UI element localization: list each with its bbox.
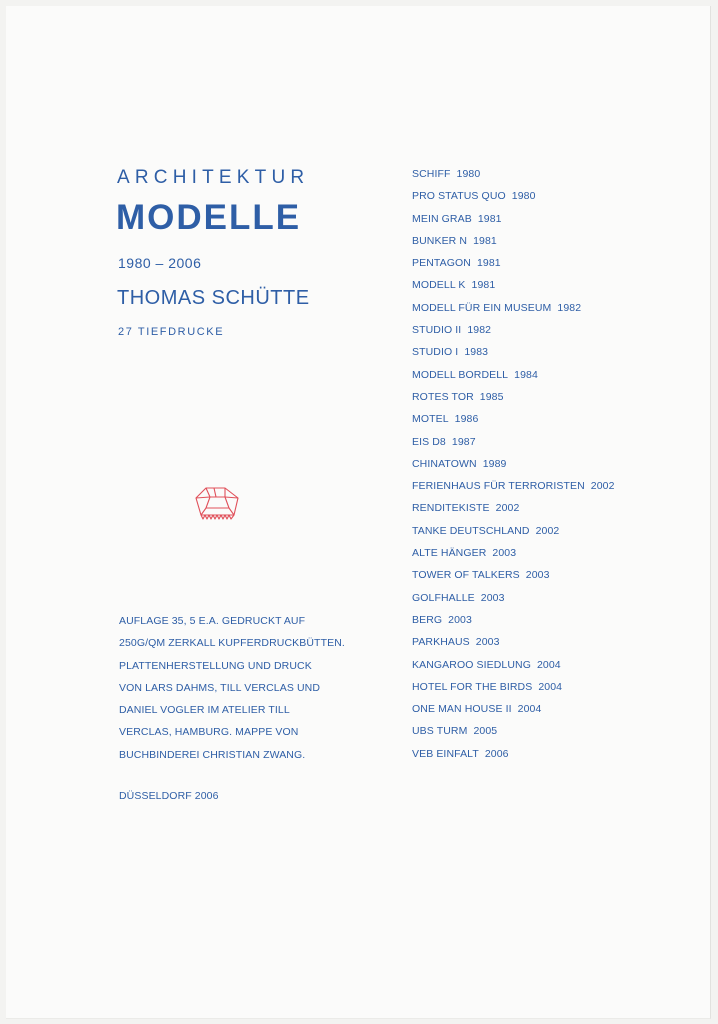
work-year: 2004 xyxy=(538,680,563,693)
work-year: 1984 xyxy=(514,368,538,381)
work-title: MODELL FÜR EIN MUSEUM xyxy=(412,301,552,314)
work-year: 2003 xyxy=(480,591,505,604)
work-title: PARKHAUS xyxy=(412,636,470,649)
work-title: BUNKER N xyxy=(412,234,468,247)
work-item xyxy=(412,185,615,207)
work-year: 2003 xyxy=(475,636,500,649)
colophon-line: 250G/QM ZERKALL KUPFERDRUCKBÜTTEN. xyxy=(119,637,345,650)
work-item xyxy=(412,297,615,319)
colophon-line: PLATTENHERSTELLUNG UND DRUCK xyxy=(119,659,312,672)
work-item xyxy=(412,274,615,296)
work-year: 1981 xyxy=(473,234,497,247)
work-item xyxy=(412,720,615,742)
work-item xyxy=(412,252,615,274)
work-item xyxy=(412,230,615,252)
place-date: DÜSSELDORF 2006 xyxy=(119,790,219,802)
work-title: VEB EINFALT xyxy=(412,747,479,760)
work-year: 1981 xyxy=(471,279,496,292)
work-year: 2004 xyxy=(517,703,542,716)
work-title: CHINATOWN xyxy=(412,457,477,470)
colophon xyxy=(119,610,345,766)
work-year: 2004 xyxy=(536,658,561,671)
work-title: SCHIFF xyxy=(412,168,451,180)
work-title: BERG xyxy=(412,613,443,626)
work-item xyxy=(412,497,615,519)
work-year: 1987 xyxy=(451,435,476,448)
artist-name: THOMAS SCHÜTTE xyxy=(117,287,310,309)
colophon-line: AUFLAGE 35, 5 E.A. GEDRUCKT AUF xyxy=(119,615,306,627)
work-item xyxy=(412,341,615,363)
work-year: 1982 xyxy=(557,301,582,314)
work-item xyxy=(412,631,615,653)
colophon-line: DANIEL VOGLER IM ATELIER TILL xyxy=(119,704,290,717)
work-item xyxy=(412,408,615,430)
work-title: PENTAGON xyxy=(412,257,471,270)
work-year: 1981 xyxy=(476,257,501,270)
colophon-line: VERCLAS, HAMBURG. MAPPE VON xyxy=(119,726,299,739)
work-title: ROTES TOR xyxy=(412,390,474,403)
work-item xyxy=(412,654,615,676)
title-modelle: MODELLE xyxy=(116,198,302,237)
work-title: HOTEL FOR THE BIRDS xyxy=(412,680,533,693)
work-item xyxy=(412,520,615,542)
works-list xyxy=(412,163,615,765)
work-title: UBS TURM xyxy=(412,725,468,738)
work-year: 2006 xyxy=(484,747,509,760)
work-title: PRO STATUS QUO xyxy=(412,190,506,203)
work-year: 2003 xyxy=(448,613,472,626)
work-title: FERIENHAUS FÜR TERRORISTEN xyxy=(412,480,585,493)
work-year: 1986 xyxy=(454,413,479,426)
work-title: STUDIO II xyxy=(412,324,462,337)
work-year: 2002 xyxy=(535,524,560,537)
work-title: ALTE HÄNGER xyxy=(412,547,487,560)
work-title: TANKE DEUTSCHLAND xyxy=(412,524,530,537)
pentagon-model-stamp-icon xyxy=(192,484,242,522)
work-title: MODELL BORDELL xyxy=(412,368,509,381)
work-item xyxy=(412,453,615,475)
work-year: 2003 xyxy=(525,569,550,582)
work-title: MODELL K xyxy=(412,279,466,292)
work-item xyxy=(412,609,615,631)
work-item xyxy=(412,564,615,586)
work-year: 1989 xyxy=(482,457,507,470)
work-year: 2002 xyxy=(590,480,615,493)
title-architektur: ARCHITEKTUR xyxy=(117,167,310,188)
work-title: TOWER OF TALKERS xyxy=(412,569,520,582)
work-year: 2003 xyxy=(492,547,517,560)
work-title: MEIN GRAB xyxy=(412,212,472,225)
work-year: 1982 xyxy=(467,324,492,337)
work-item xyxy=(412,364,615,386)
work-year: 1985 xyxy=(479,390,504,403)
work-year: 1980 xyxy=(456,168,481,180)
work-item xyxy=(412,743,615,765)
subtitle-tiefdrucke: 27 TIEFDRUCKE xyxy=(118,326,225,338)
work-year: 1980 xyxy=(511,190,536,203)
work-title: GOLFHALLE xyxy=(412,591,475,604)
work-title: RENDITEKISTE xyxy=(412,502,490,515)
work-item xyxy=(412,431,615,453)
work-title: ONE MAN HOUSE II xyxy=(412,703,512,716)
work-year: 1981 xyxy=(477,212,502,225)
work-title: MOTEL xyxy=(412,413,449,426)
work-item xyxy=(412,698,615,720)
print-sheet xyxy=(6,6,711,1019)
work-year: 2002 xyxy=(495,502,520,515)
work-item xyxy=(412,542,615,564)
work-year: 1983 xyxy=(464,346,489,359)
work-item xyxy=(412,208,615,230)
work-title: EIS D8 xyxy=(412,435,446,448)
work-item xyxy=(412,163,615,185)
work-item xyxy=(412,676,615,698)
work-item xyxy=(412,587,615,609)
colophon-line: VON LARS DAHMS, TILL VERCLAS UND xyxy=(119,681,321,694)
work-year: 2005 xyxy=(473,725,498,738)
work-title: KANGAROO SIEDLUNG xyxy=(412,658,531,671)
work-item xyxy=(412,475,615,497)
work-title: STUDIO I xyxy=(412,346,459,359)
year-range: 1980 – 2006 xyxy=(118,255,202,271)
work-item xyxy=(412,319,615,341)
colophon-line: BUCHBINDEREI CHRISTIAN ZWANG. xyxy=(119,748,306,761)
work-item xyxy=(412,386,615,408)
